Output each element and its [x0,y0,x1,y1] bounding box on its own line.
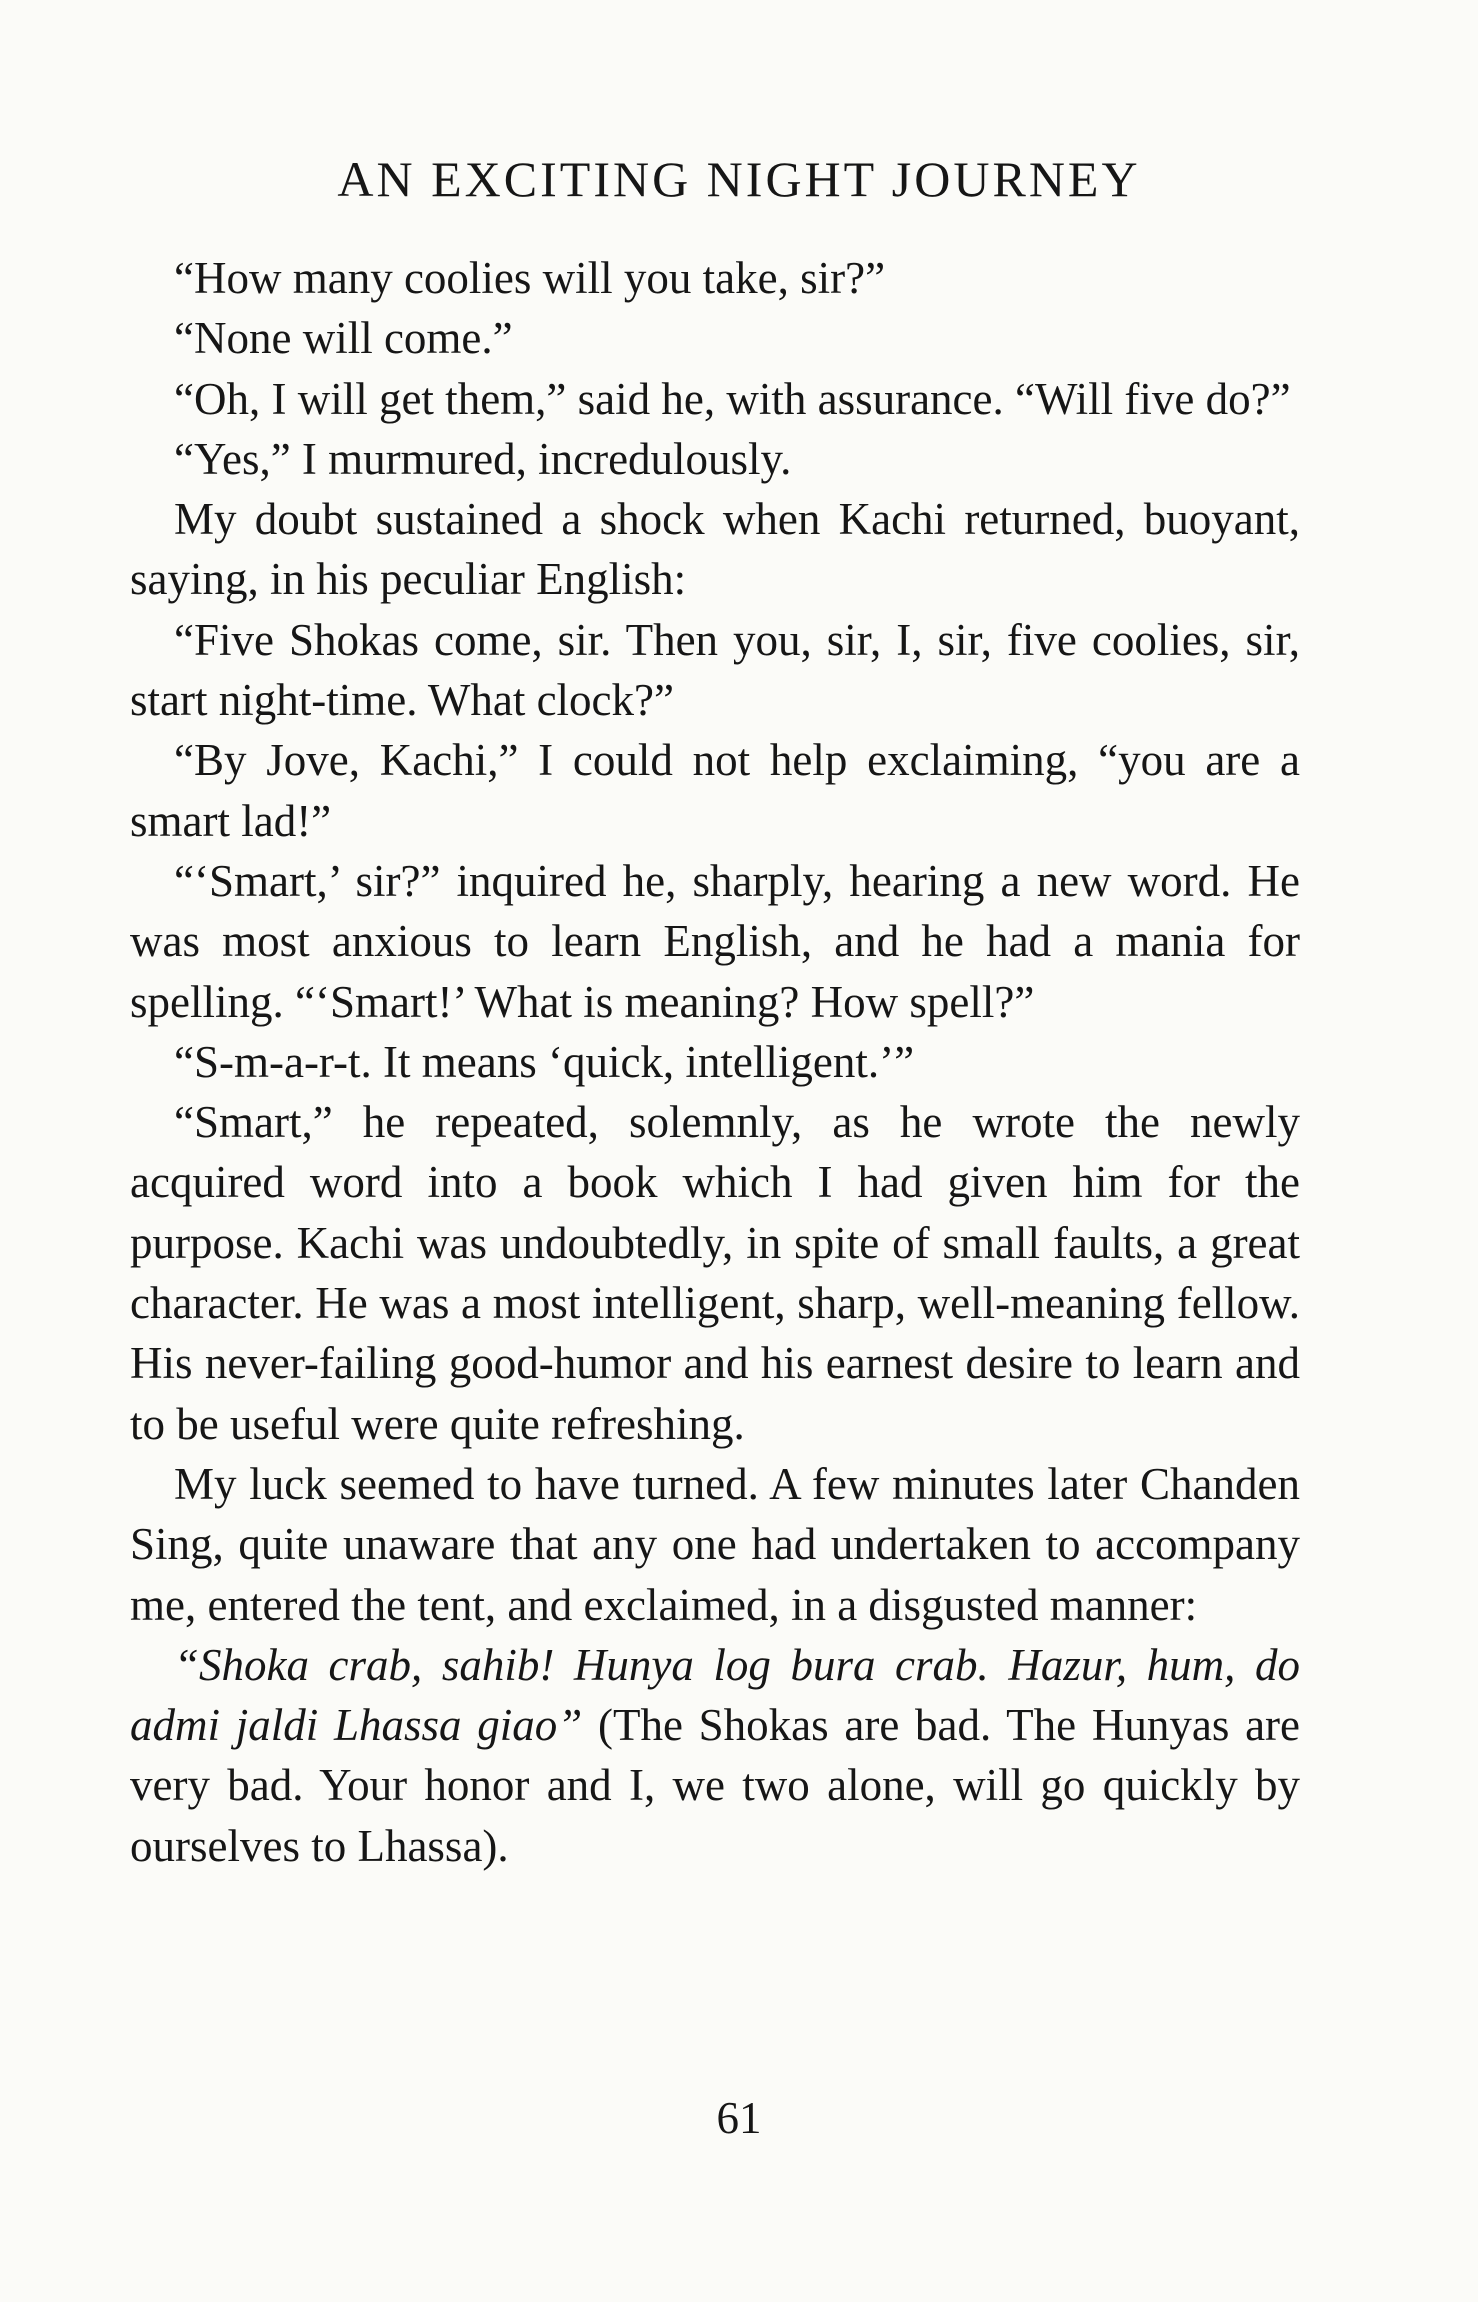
paragraph: My luck seemed to have turned. A few minutes later Chanden Sing, quite unaware that any one had undertaken to accompany me, entered the tent, and exclaimed, in a disgusted manner: [130,1458,1300,1630]
running-head: AN EXCITING NIGHT JOURNEY [337,151,1141,207]
paragraph: “S-m-a-r-t. It means ‘quick, intelligent.’” [174,1036,915,1087]
translation: (The Shokas are bad. The Hunyas are very bad. Your honor and I, we two alone, will go quickly by ourselves to Lhassa). [130,1700,1300,1871]
paragraph: “Five Shokas come, sir. Then you, sir, I, sir, five coolies, sir, start night-time. What clock?” [130,614,1300,726]
paragraph: “Oh, I will get them,” said he, with assurance. “Will five do?” [174,373,1291,424]
paragraph: “How many coolies will you take, sir?” [174,253,886,303]
page-number: 61 [716,2093,762,2143]
hindustani-quote: “Shoka crab, sahib! Hunya log bura crab. Hazur, hum, do admi jaldi Lhassa giao” [130,1639,1300,1751]
paragraph: My doubt sustained a shock when Kachi returned, buoyant, saying, in his peculiar English: [130,494,1300,605]
paragraph: “‘Smart,’ sir?” inquired he, sharply, hearing a new word. He was most anxious to learn English, and he had a mania for spelling. “‘Smart!’ What is meaning? How spell?” [130,855,1300,1027]
paragraph: “None will come.” [174,313,513,364]
paragraph: “Smart,” he repeated, solemnly, as he wrote the newly acquired word into a book which I had given him for the purpose. Kachi was undoubtedly, in spite of small faults, a great character. He was a most intelligent, sharp, well-meaning fellow. His never-failing good-humor and his earnest desire to learn and to be useful were quite refreshing. [130,1097,1300,1449]
body-text [130,248,1300,1876]
paragraph-last [130,1635,1300,1876]
paragraph: “Yes,” I murmured, incredulously. [174,433,792,484]
paragraph: “By Jove, Kachi,” I could not help exclaiming, “you are a smart lad!” [130,735,1300,846]
